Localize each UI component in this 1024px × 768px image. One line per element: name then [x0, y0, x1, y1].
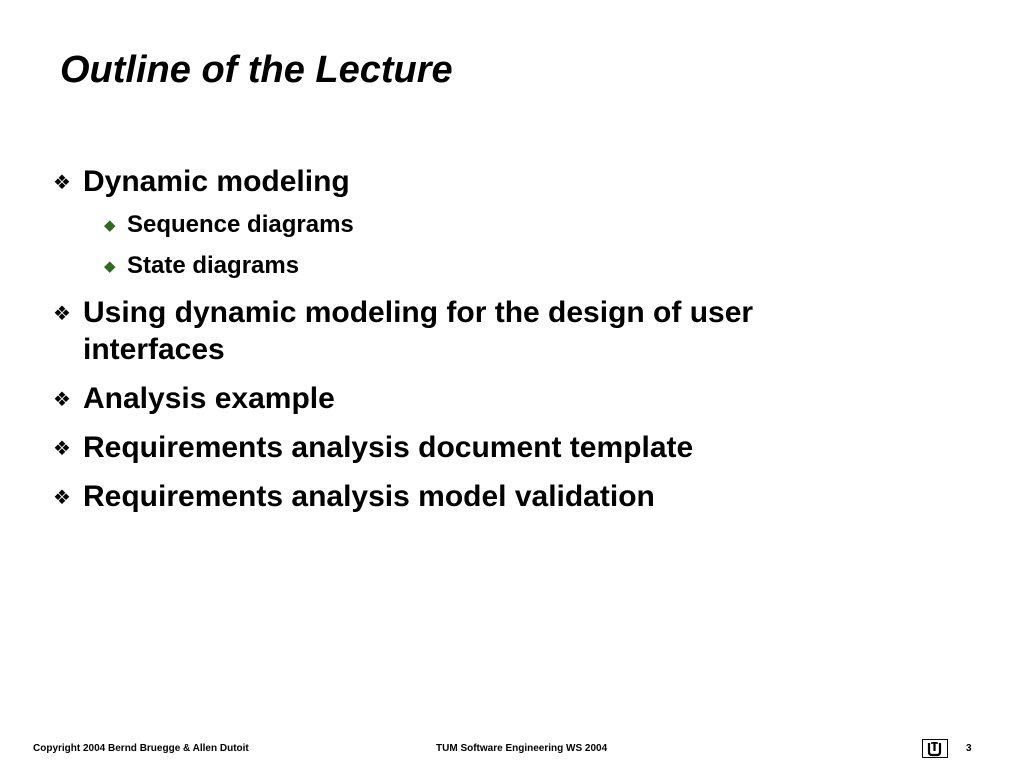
slide-title: Outline of the Lecture — [60, 49, 453, 91]
four-diamond-bullet-icon: ❖ — [53, 438, 71, 460]
sub-bullet-item: Sequence diagrams — [127, 211, 354, 238]
diamond-bullet-icon: ◆ — [104, 217, 116, 234]
bullet-item: Dynamic modeling — [83, 165, 350, 198]
footer-course: TUM Software Engineering WS 2004 — [436, 743, 608, 754]
bullet-item-line1: Using dynamic modeling for the design of user — [83, 296, 754, 329]
sub-bullet-item: State diagrams — [127, 252, 300, 279]
four-diamond-bullet-icon: ❖ — [53, 389, 71, 411]
tum-logo-icon — [922, 739, 948, 758]
bullet-item: Requirements analysis model validation — [83, 480, 655, 513]
bullet-item: Analysis example — [83, 382, 335, 415]
four-diamond-bullet-icon: ❖ — [53, 487, 71, 509]
footer-copyright: Copyright 2004 Bernd Bruegge & Allen Dutoit — [33, 743, 249, 754]
diamond-bullet-icon: ◆ — [104, 258, 116, 275]
four-diamond-bullet-icon: ❖ — [53, 303, 71, 325]
page-number: 3 — [966, 743, 972, 754]
bullet-item-line2: interfaces — [83, 333, 225, 366]
bullet-item: Requirements analysis document template — [83, 431, 694, 464]
four-diamond-bullet-icon: ❖ — [53, 172, 71, 194]
